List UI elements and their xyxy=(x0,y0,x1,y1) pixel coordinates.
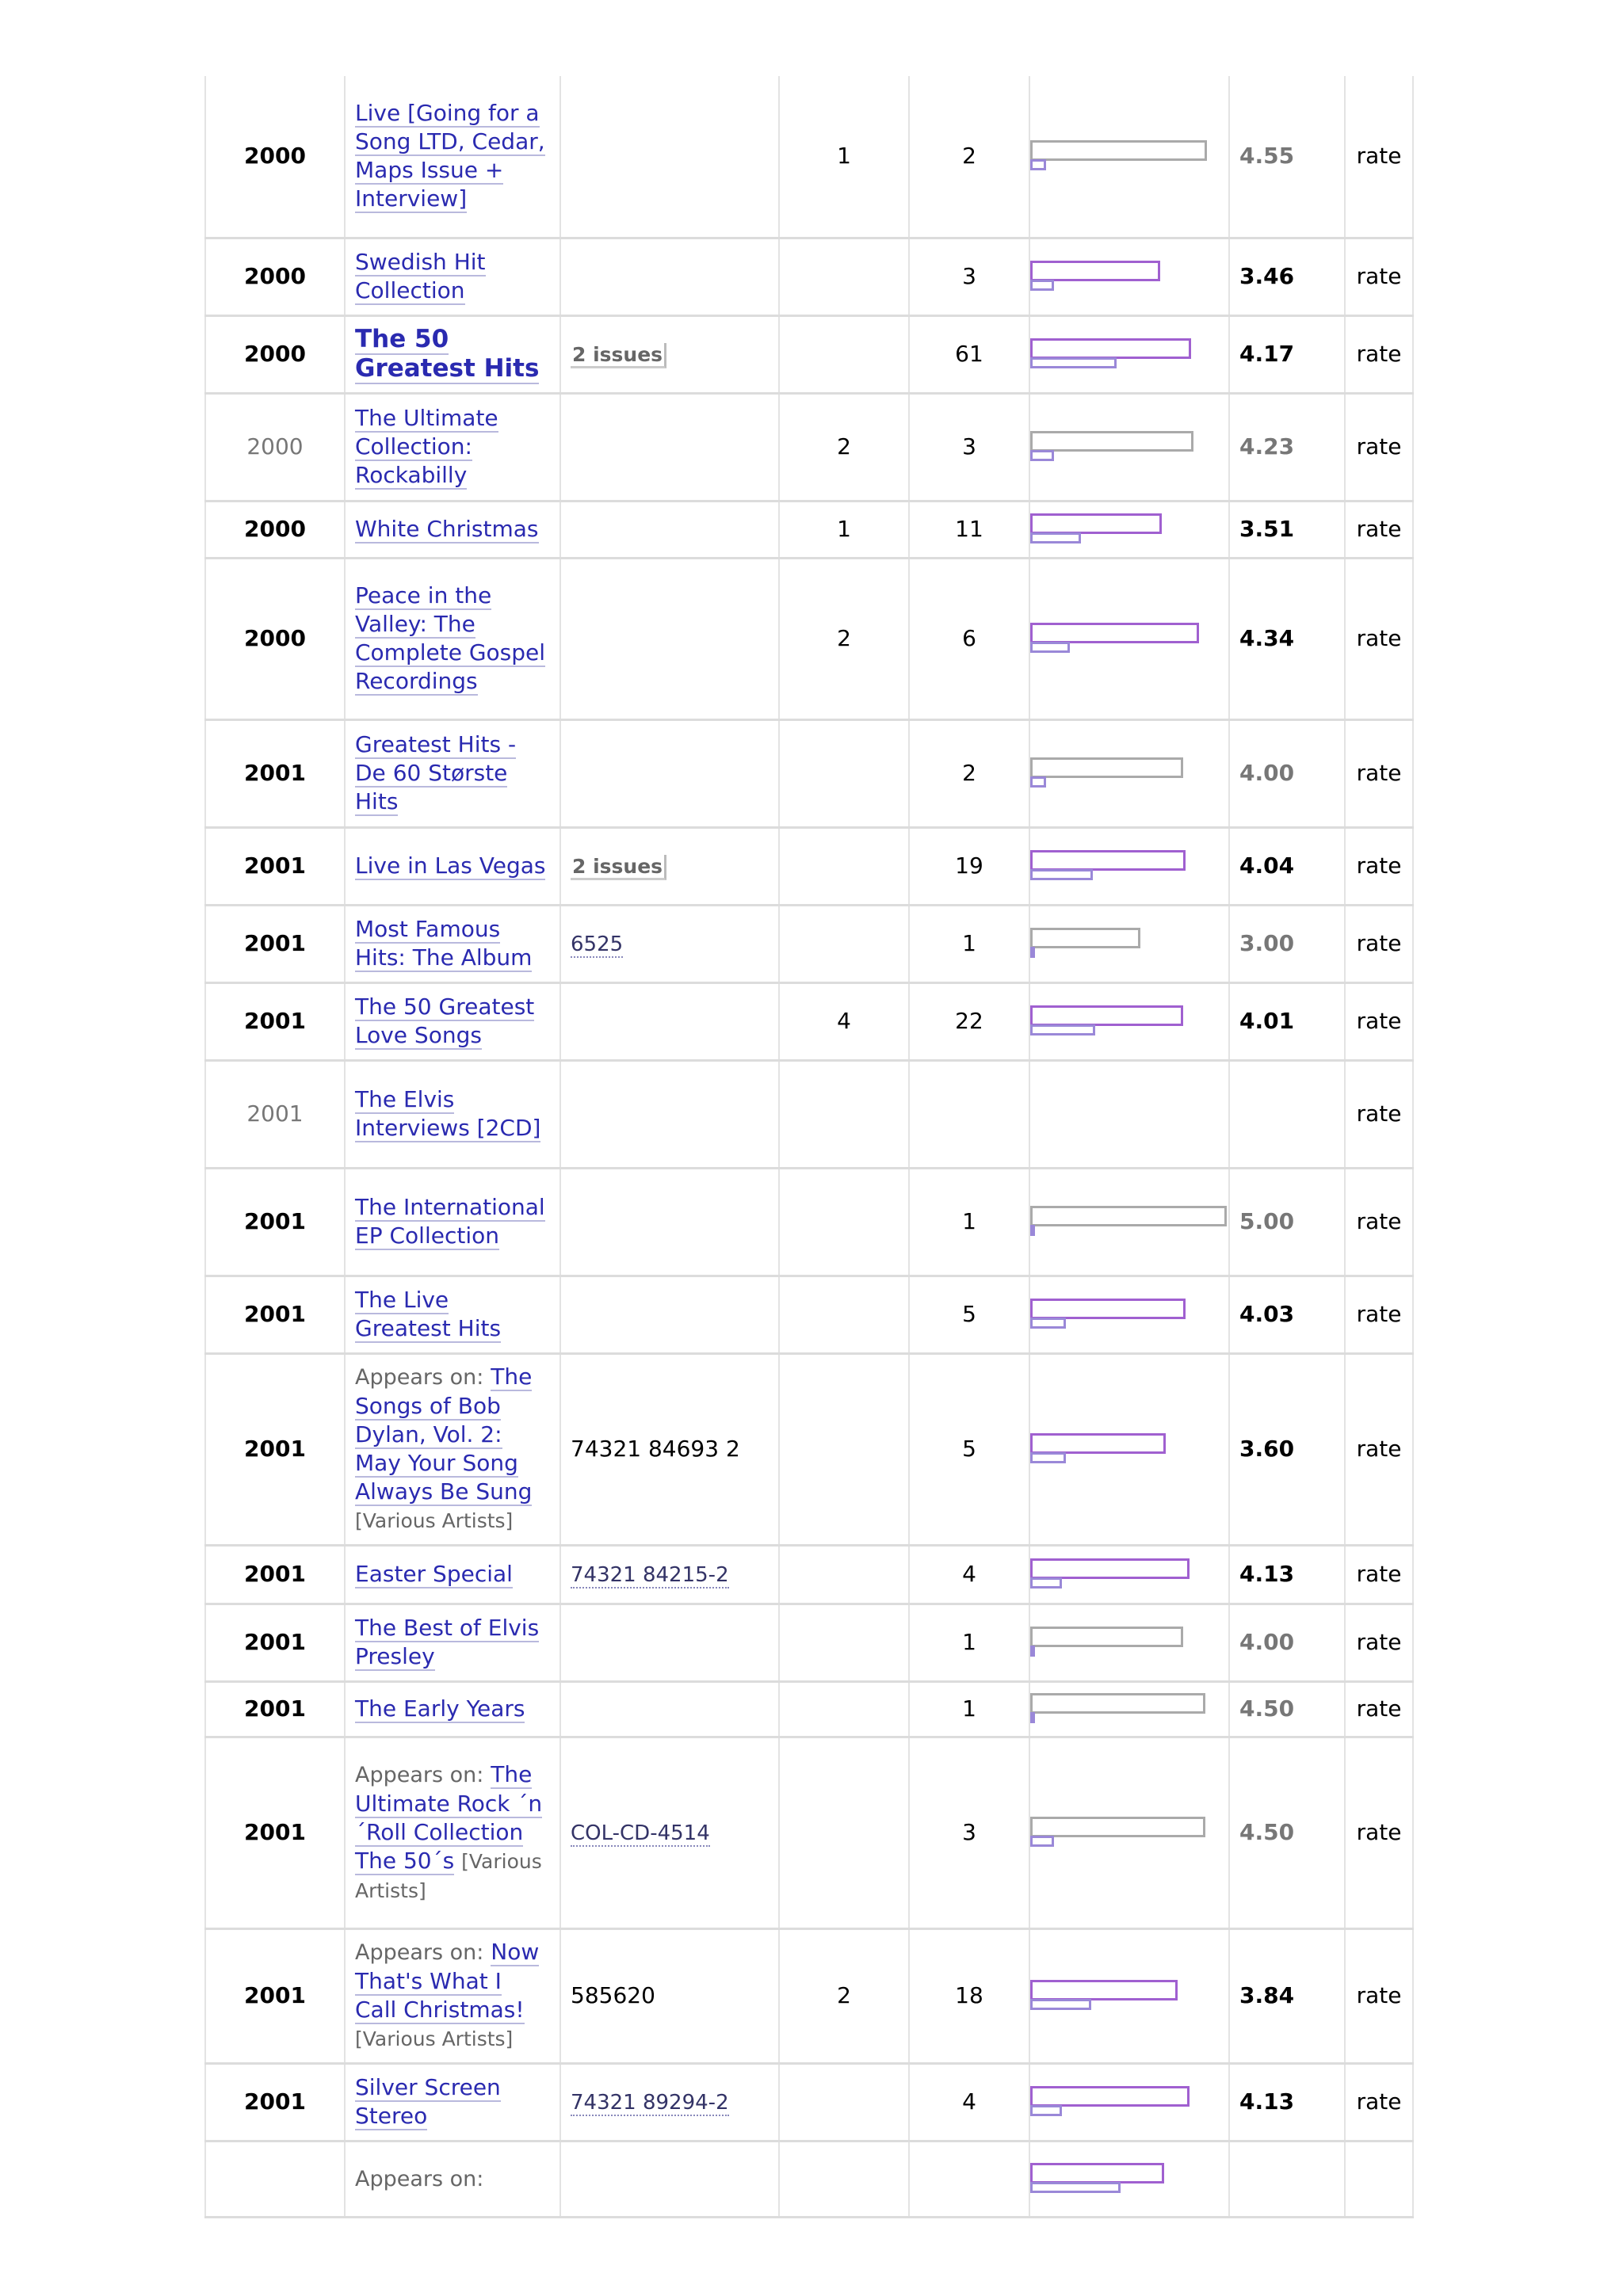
rate-link[interactable]: rate xyxy=(1345,393,1413,501)
table-row xyxy=(205,905,1413,982)
appears-on-label: Appears on: xyxy=(355,2166,484,2191)
ratings-count: 4 xyxy=(909,2063,1029,2141)
rate-link[interactable]: rate xyxy=(1345,1737,1413,1928)
catalog-number-cell xyxy=(560,2141,779,2217)
catalog-number-cell xyxy=(560,393,779,501)
rating-bars xyxy=(1029,905,1229,982)
table-row xyxy=(205,1276,1413,1353)
rating-bar-wrap xyxy=(1030,1552,1228,1596)
average-rating-bar xyxy=(1030,1558,1190,1579)
release-title-link[interactable]: White Christmas xyxy=(355,516,539,542)
catalog-number: 585620 xyxy=(571,1982,655,2008)
average-rating-bar xyxy=(1030,1299,1186,1319)
average-rating: 3.51 xyxy=(1229,501,1345,558)
release-year xyxy=(205,2141,345,2217)
average-rating-bar xyxy=(1030,1817,1205,1837)
rate-link[interactable]: rate xyxy=(1345,982,1413,1060)
table-row xyxy=(205,1928,1413,2063)
table-row xyxy=(205,1681,1413,1737)
release-title-cell xyxy=(345,1604,560,1681)
formats-count xyxy=(779,1737,909,1928)
release-title-cell xyxy=(345,1928,560,2063)
catalog-number-cell xyxy=(560,76,779,238)
catalog-number-cell xyxy=(560,2063,779,2141)
formats-count xyxy=(779,238,909,315)
release-title-cell xyxy=(345,393,560,501)
rate-link[interactable]: rate xyxy=(1345,719,1413,827)
ratings-count: 1 xyxy=(909,1168,1029,1276)
table-row xyxy=(205,2141,1413,2217)
release-year: 2001 xyxy=(205,1168,345,1276)
catalog-number-cell xyxy=(560,1276,779,1353)
release-year: 2001 xyxy=(205,1276,345,1353)
average-rating-bar xyxy=(1030,1627,1183,1647)
rating-bars xyxy=(1029,827,1229,905)
release-title-link[interactable]: The International EP Collection xyxy=(355,1194,545,1249)
rating-bar-wrap xyxy=(1030,2157,1228,2201)
popularity-bar xyxy=(1030,450,1054,461)
catalog-number-cell xyxy=(560,315,779,393)
various-artists-label: [Various Artists] xyxy=(355,2027,514,2050)
rating-bar-wrap xyxy=(1030,616,1228,661)
discography-rows xyxy=(205,76,1413,2217)
average-rating: 4.13 xyxy=(1229,2063,1345,2141)
table-row xyxy=(205,501,1413,558)
catalog-number-cell xyxy=(560,1928,779,2063)
popularity-bar xyxy=(1030,532,1081,543)
release-year: 2001 xyxy=(205,1353,345,1545)
catalog-number-cell xyxy=(560,558,779,719)
average-rating xyxy=(1229,1060,1345,1168)
popularity-bar xyxy=(1030,2105,1062,2116)
release-year: 2001 xyxy=(205,1545,345,1604)
rating-bars xyxy=(1029,501,1229,558)
average-rating: 3.00 xyxy=(1229,905,1345,982)
ratings-count: 2 xyxy=(909,76,1029,238)
release-title-link[interactable]: The 50 Greatest Love Songs xyxy=(355,994,535,1048)
average-rating: 4.17 xyxy=(1229,315,1345,393)
average-rating: 4.13 xyxy=(1229,1545,1345,1604)
average-rating-bar xyxy=(1030,757,1183,778)
rate-link[interactable]: rate xyxy=(1345,905,1413,982)
release-title-link[interactable]: The Ultimate Rock ´n´Roll Collection The 50´s xyxy=(355,1760,543,1874)
popularity-bar xyxy=(1030,159,1046,170)
average-rating-bar xyxy=(1030,2086,1190,2107)
average-rating-bar xyxy=(1030,623,1199,643)
rate-link[interactable]: rate xyxy=(1345,1928,1413,2063)
rating-bars xyxy=(1029,238,1229,315)
formats-count xyxy=(779,1545,909,1604)
release-title-link[interactable]: The Ultimate Collection: Rockabilly xyxy=(355,405,498,488)
release-title-cell xyxy=(345,1545,560,1604)
rate-link[interactable]: rate xyxy=(1345,1681,1413,1737)
popularity-bar xyxy=(1030,1712,1035,1723)
rating-bars xyxy=(1029,1737,1229,1928)
release-year: 2001 xyxy=(205,827,345,905)
average-rating-bar xyxy=(1030,513,1162,534)
release-year: 2000 xyxy=(205,393,345,501)
table-row xyxy=(205,76,1413,238)
popularity-bar xyxy=(1030,1999,1091,2010)
release-title-cell xyxy=(345,238,560,315)
catalog-number-link[interactable]: COL-CD-4514 xyxy=(571,1821,710,1845)
formats-count: 1 xyxy=(779,501,909,558)
average-rating-bar xyxy=(1030,1206,1227,1226)
rate-link[interactable]: rate xyxy=(1345,1276,1413,1353)
average-rating: 4.50 xyxy=(1229,1737,1345,1928)
catalog-number-cell xyxy=(560,1060,779,1168)
rating-bar-wrap xyxy=(1030,921,1228,966)
release-title-cell xyxy=(345,315,560,393)
table-row xyxy=(205,1353,1413,1545)
ratings-count: 1 xyxy=(909,905,1029,982)
discography-table xyxy=(204,76,1414,2218)
ratings-count: 5 xyxy=(909,1276,1029,1353)
formats-count xyxy=(779,1276,909,1353)
release-title-cell xyxy=(345,1737,560,1928)
rating-bar-wrap xyxy=(1030,1974,1228,2018)
ratings-count: 3 xyxy=(909,393,1029,501)
formats-count xyxy=(779,1353,909,1545)
various-artists-label: [Various Artists] xyxy=(355,1849,542,1902)
rating-bars xyxy=(1029,1168,1229,1276)
release-title-link[interactable]: Silver Screen Stereo xyxy=(355,2074,501,2129)
release-year: 2001 xyxy=(205,1928,345,2063)
formats-count xyxy=(779,1604,909,1681)
ratings-count: 11 xyxy=(909,501,1029,558)
rating-bars xyxy=(1029,1604,1229,1681)
rating-bar-wrap xyxy=(1030,751,1228,795)
rate-link[interactable]: rate xyxy=(1345,315,1413,393)
release-year: 2000 xyxy=(205,76,345,238)
average-rating: 4.34 xyxy=(1229,558,1345,719)
popularity-bar xyxy=(1030,642,1070,653)
rate-link[interactable]: rate xyxy=(1345,558,1413,719)
rating-bar-wrap xyxy=(1030,844,1228,888)
release-title-cell xyxy=(345,982,560,1060)
ratings-count: 19 xyxy=(909,827,1029,905)
average-rating-bar xyxy=(1030,140,1207,161)
catalog-number-cell xyxy=(560,1545,779,1604)
various-artists-label: [Various Artists] xyxy=(355,1509,514,1532)
release-title-link[interactable]: Swedish Hit Collection xyxy=(355,249,486,303)
rating-bar-wrap xyxy=(1030,1810,1228,1855)
popularity-bar xyxy=(1030,1452,1066,1463)
rate-link[interactable]: rate xyxy=(1345,2063,1413,2141)
release-title-cell xyxy=(345,827,560,905)
average-rating: 3.60 xyxy=(1229,1353,1345,1545)
table-row xyxy=(205,827,1413,905)
rating-bars xyxy=(1029,393,1229,501)
table-row xyxy=(205,719,1413,827)
table-row xyxy=(205,1060,1413,1168)
rating-bars xyxy=(1029,982,1229,1060)
release-year: 2001 xyxy=(205,2063,345,2141)
formats-count: 2 xyxy=(779,1928,909,2063)
formats-count: 1 xyxy=(779,76,909,238)
average-rating: 4.50 xyxy=(1229,1681,1345,1737)
formats-count xyxy=(779,1168,909,1276)
release-year: 2000 xyxy=(205,558,345,719)
average-rating-bar xyxy=(1030,431,1193,452)
rating-bar-wrap xyxy=(1030,254,1228,299)
ratings-count: 5 xyxy=(909,1353,1029,1545)
release-title-link[interactable]: The Best of Elvis Presley xyxy=(355,1615,540,1669)
release-year: 2001 xyxy=(205,1737,345,1928)
rate-link[interactable] xyxy=(1345,2141,1413,2217)
catalog-number-cell xyxy=(560,501,779,558)
release-year: 2001 xyxy=(205,1060,345,1168)
popularity-bar xyxy=(1030,776,1046,788)
release-title-cell xyxy=(345,501,560,558)
rating-bars xyxy=(1029,1353,1229,1545)
catalog-number-cell xyxy=(560,238,779,315)
popularity-bar xyxy=(1030,1225,1035,1236)
release-title-link[interactable]: The Songs of Bob Dylan, Vol. 2: May Your Song Always Be Sung xyxy=(355,1363,533,1505)
release-title-cell xyxy=(345,76,560,238)
table-row xyxy=(205,1737,1413,1928)
formats-count xyxy=(779,905,909,982)
release-year: 2001 xyxy=(205,905,345,982)
formats-count: 2 xyxy=(779,558,909,719)
popularity-bar xyxy=(1030,1318,1066,1329)
ratings-count: 1 xyxy=(909,1604,1029,1681)
formats-count: 2 xyxy=(779,393,909,501)
release-year: 2000 xyxy=(205,315,345,393)
formats-count xyxy=(779,2063,909,2141)
ratings-count: 3 xyxy=(909,1737,1029,1928)
average-rating-bar xyxy=(1030,338,1191,359)
catalog-number-link[interactable]: 74321 89294-2 xyxy=(571,2090,729,2115)
popularity-bar xyxy=(1030,1024,1095,1035)
rating-bars xyxy=(1029,1928,1229,2063)
release-title-link[interactable]: Most Famous Hits: The Album xyxy=(355,916,533,971)
rate-link[interactable]: rate xyxy=(1345,1168,1413,1276)
release-title-cell xyxy=(345,1168,560,1276)
popularity-bar xyxy=(1030,1646,1035,1657)
release-title-link[interactable]: The Live Greatest Hits xyxy=(355,1287,502,1341)
release-year: 2001 xyxy=(205,982,345,1060)
average-rating-bar xyxy=(1030,1693,1205,1714)
average-rating-bar xyxy=(1030,928,1140,948)
ratings-count: 1 xyxy=(909,1681,1029,1737)
formats-count xyxy=(779,2141,909,2217)
rating-bars xyxy=(1029,315,1229,393)
formats-count xyxy=(779,827,909,905)
rate-link[interactable]: rate xyxy=(1345,501,1413,558)
ratings-count xyxy=(909,1060,1029,1168)
rate-link[interactable]: rate xyxy=(1345,827,1413,905)
appears-on-label: Appears on: xyxy=(355,1940,484,1965)
rating-bar-wrap xyxy=(1030,999,1228,1043)
rating-bars xyxy=(1029,2063,1229,2141)
table-row xyxy=(205,1545,1413,1604)
catalog-number: 74321 84693 2 xyxy=(571,1436,740,1462)
rating-bars xyxy=(1029,76,1229,238)
ratings-count: 18 xyxy=(909,1928,1029,2063)
ratings-count: 61 xyxy=(909,315,1029,393)
rating-bars xyxy=(1029,1060,1229,1168)
popularity-bar xyxy=(1030,947,1035,958)
catalog-number-cell xyxy=(560,1737,779,1928)
average-rating: 3.84 xyxy=(1229,1928,1345,2063)
average-rating: 4.03 xyxy=(1229,1276,1345,1353)
average-rating: 5.00 xyxy=(1229,1168,1345,1276)
average-rating-bar xyxy=(1030,2163,1164,2183)
ratings-count xyxy=(909,2141,1029,2217)
rating-bars xyxy=(1029,719,1229,827)
release-title-link[interactable]: Live in Las Vegas xyxy=(355,852,546,879)
catalog-number-cell xyxy=(560,1604,779,1681)
formats-count xyxy=(779,719,909,827)
catalog-number-cell xyxy=(560,827,779,905)
issues-button[interactable]: 2 issues xyxy=(571,855,666,880)
release-title-link[interactable]: The Early Years xyxy=(355,1695,525,1722)
table-row xyxy=(205,238,1413,315)
popularity-bar xyxy=(1030,869,1093,880)
rate-link[interactable]: rate xyxy=(1345,1060,1413,1168)
release-title-cell xyxy=(345,719,560,827)
popularity-bar xyxy=(1030,1577,1062,1589)
average-rating: 4.00 xyxy=(1229,719,1345,827)
rating-bar-wrap xyxy=(1030,1199,1228,1244)
average-rating-bar xyxy=(1030,1980,1178,2000)
formats-count xyxy=(779,1060,909,1168)
ratings-count: 6 xyxy=(909,558,1029,719)
rating-bars xyxy=(1029,1681,1229,1737)
average-rating: 4.01 xyxy=(1229,982,1345,1060)
release-title-cell xyxy=(345,2141,560,2217)
average-rating: 4.23 xyxy=(1229,393,1345,501)
rating-bar-wrap xyxy=(1030,507,1228,551)
release-title-link[interactable]: The 50 Greatest Hits xyxy=(355,325,540,383)
appears-on-label: Appears on: xyxy=(355,1762,484,1787)
ratings-count: 2 xyxy=(909,719,1029,827)
rating-bar-wrap xyxy=(1030,134,1228,178)
rating-bar-wrap xyxy=(1030,425,1228,469)
formats-count xyxy=(779,1681,909,1737)
rate-link[interactable]: rate xyxy=(1345,1545,1413,1604)
ratings-count: 3 xyxy=(909,238,1029,315)
release-year: 2000 xyxy=(205,501,345,558)
rating-bars xyxy=(1029,1276,1229,1353)
rating-bar-wrap xyxy=(1030,1427,1228,1471)
table-row xyxy=(205,982,1413,1060)
average-rating-bar xyxy=(1030,850,1186,871)
release-title-cell xyxy=(345,1276,560,1353)
catalog-number-cell xyxy=(560,982,779,1060)
average-rating: 4.04 xyxy=(1229,827,1345,905)
catalog-number-cell xyxy=(560,719,779,827)
table-row xyxy=(205,315,1413,393)
release-title-link[interactable]: Easter Special xyxy=(355,1561,513,1587)
formats-count: 4 xyxy=(779,982,909,1060)
rating-bar-wrap xyxy=(1030,2080,1228,2124)
ratings-count: 4 xyxy=(909,1545,1029,1604)
average-rating-bar xyxy=(1030,1005,1183,1026)
catalog-number-link[interactable]: 6525 xyxy=(571,932,624,956)
release-title-link[interactable]: Greatest Hits - De 60 Største Hits xyxy=(355,731,517,814)
catalog-number-link[interactable]: 74321 84215-2 xyxy=(571,1562,729,1587)
catalog-number-cell xyxy=(560,905,779,982)
table-row xyxy=(205,2063,1413,2141)
average-rating: 3.46 xyxy=(1229,238,1345,315)
issues-button[interactable]: 2 issues xyxy=(571,343,666,368)
release-title-link[interactable]: Peace in the Valley: The Complete Gospel Recordings xyxy=(355,582,546,694)
rating-bars xyxy=(1029,2141,1229,2217)
rating-bars xyxy=(1029,558,1229,719)
release-title-cell xyxy=(345,1353,560,1545)
release-title-cell xyxy=(345,1681,560,1737)
table-row xyxy=(205,1168,1413,1276)
release-title-cell xyxy=(345,905,560,982)
release-title-link[interactable]: Now That's What I Call Christmas! xyxy=(355,1939,540,2023)
popularity-bar xyxy=(1030,2182,1121,2193)
rate-link[interactable]: rate xyxy=(1345,1604,1413,1681)
popularity-bar xyxy=(1030,357,1117,368)
table-row xyxy=(205,393,1413,501)
release-year: 2000 xyxy=(205,238,345,315)
formats-count xyxy=(779,315,909,393)
discography-table-container xyxy=(204,76,1414,2218)
rate-link[interactable]: rate xyxy=(1345,1353,1413,1545)
appears-on-label: Appears on: xyxy=(355,1365,484,1390)
average-rating: 4.55 xyxy=(1229,76,1345,238)
rating-bar-wrap xyxy=(1030,1687,1228,1731)
table-row xyxy=(205,1604,1413,1681)
rating-bars xyxy=(1029,1545,1229,1604)
catalog-number-cell xyxy=(560,1168,779,1276)
average-rating xyxy=(1229,2141,1345,2217)
catalog-number-cell xyxy=(560,1353,779,1545)
rate-link[interactable]: rate xyxy=(1345,76,1413,238)
release-title-cell xyxy=(345,2063,560,2141)
average-rating: 4.00 xyxy=(1229,1604,1345,1681)
average-rating-bar xyxy=(1030,261,1160,281)
table-row xyxy=(205,558,1413,719)
average-rating-bar xyxy=(1030,1433,1166,1454)
catalog-number-cell xyxy=(560,1681,779,1737)
rating-bar-wrap xyxy=(1030,332,1228,376)
rate-link[interactable]: rate xyxy=(1345,238,1413,315)
release-title-cell xyxy=(345,1060,560,1168)
release-title-cell xyxy=(345,558,560,719)
ratings-count: 22 xyxy=(909,982,1029,1060)
rating-bar-wrap xyxy=(1030,1292,1228,1337)
release-year: 2001 xyxy=(205,1681,345,1737)
popularity-bar xyxy=(1030,280,1054,291)
release-title-link[interactable]: Live [Going for a Song LTD, Cedar, Maps Issue + Interview] xyxy=(355,100,545,212)
release-title-link[interactable]: The Elvis Interviews [2CD] xyxy=(355,1086,541,1141)
popularity-bar xyxy=(1030,1836,1054,1847)
rating-bar-wrap xyxy=(1030,1620,1228,1665)
release-year: 2001 xyxy=(205,1604,345,1681)
release-year: 2001 xyxy=(205,719,345,827)
